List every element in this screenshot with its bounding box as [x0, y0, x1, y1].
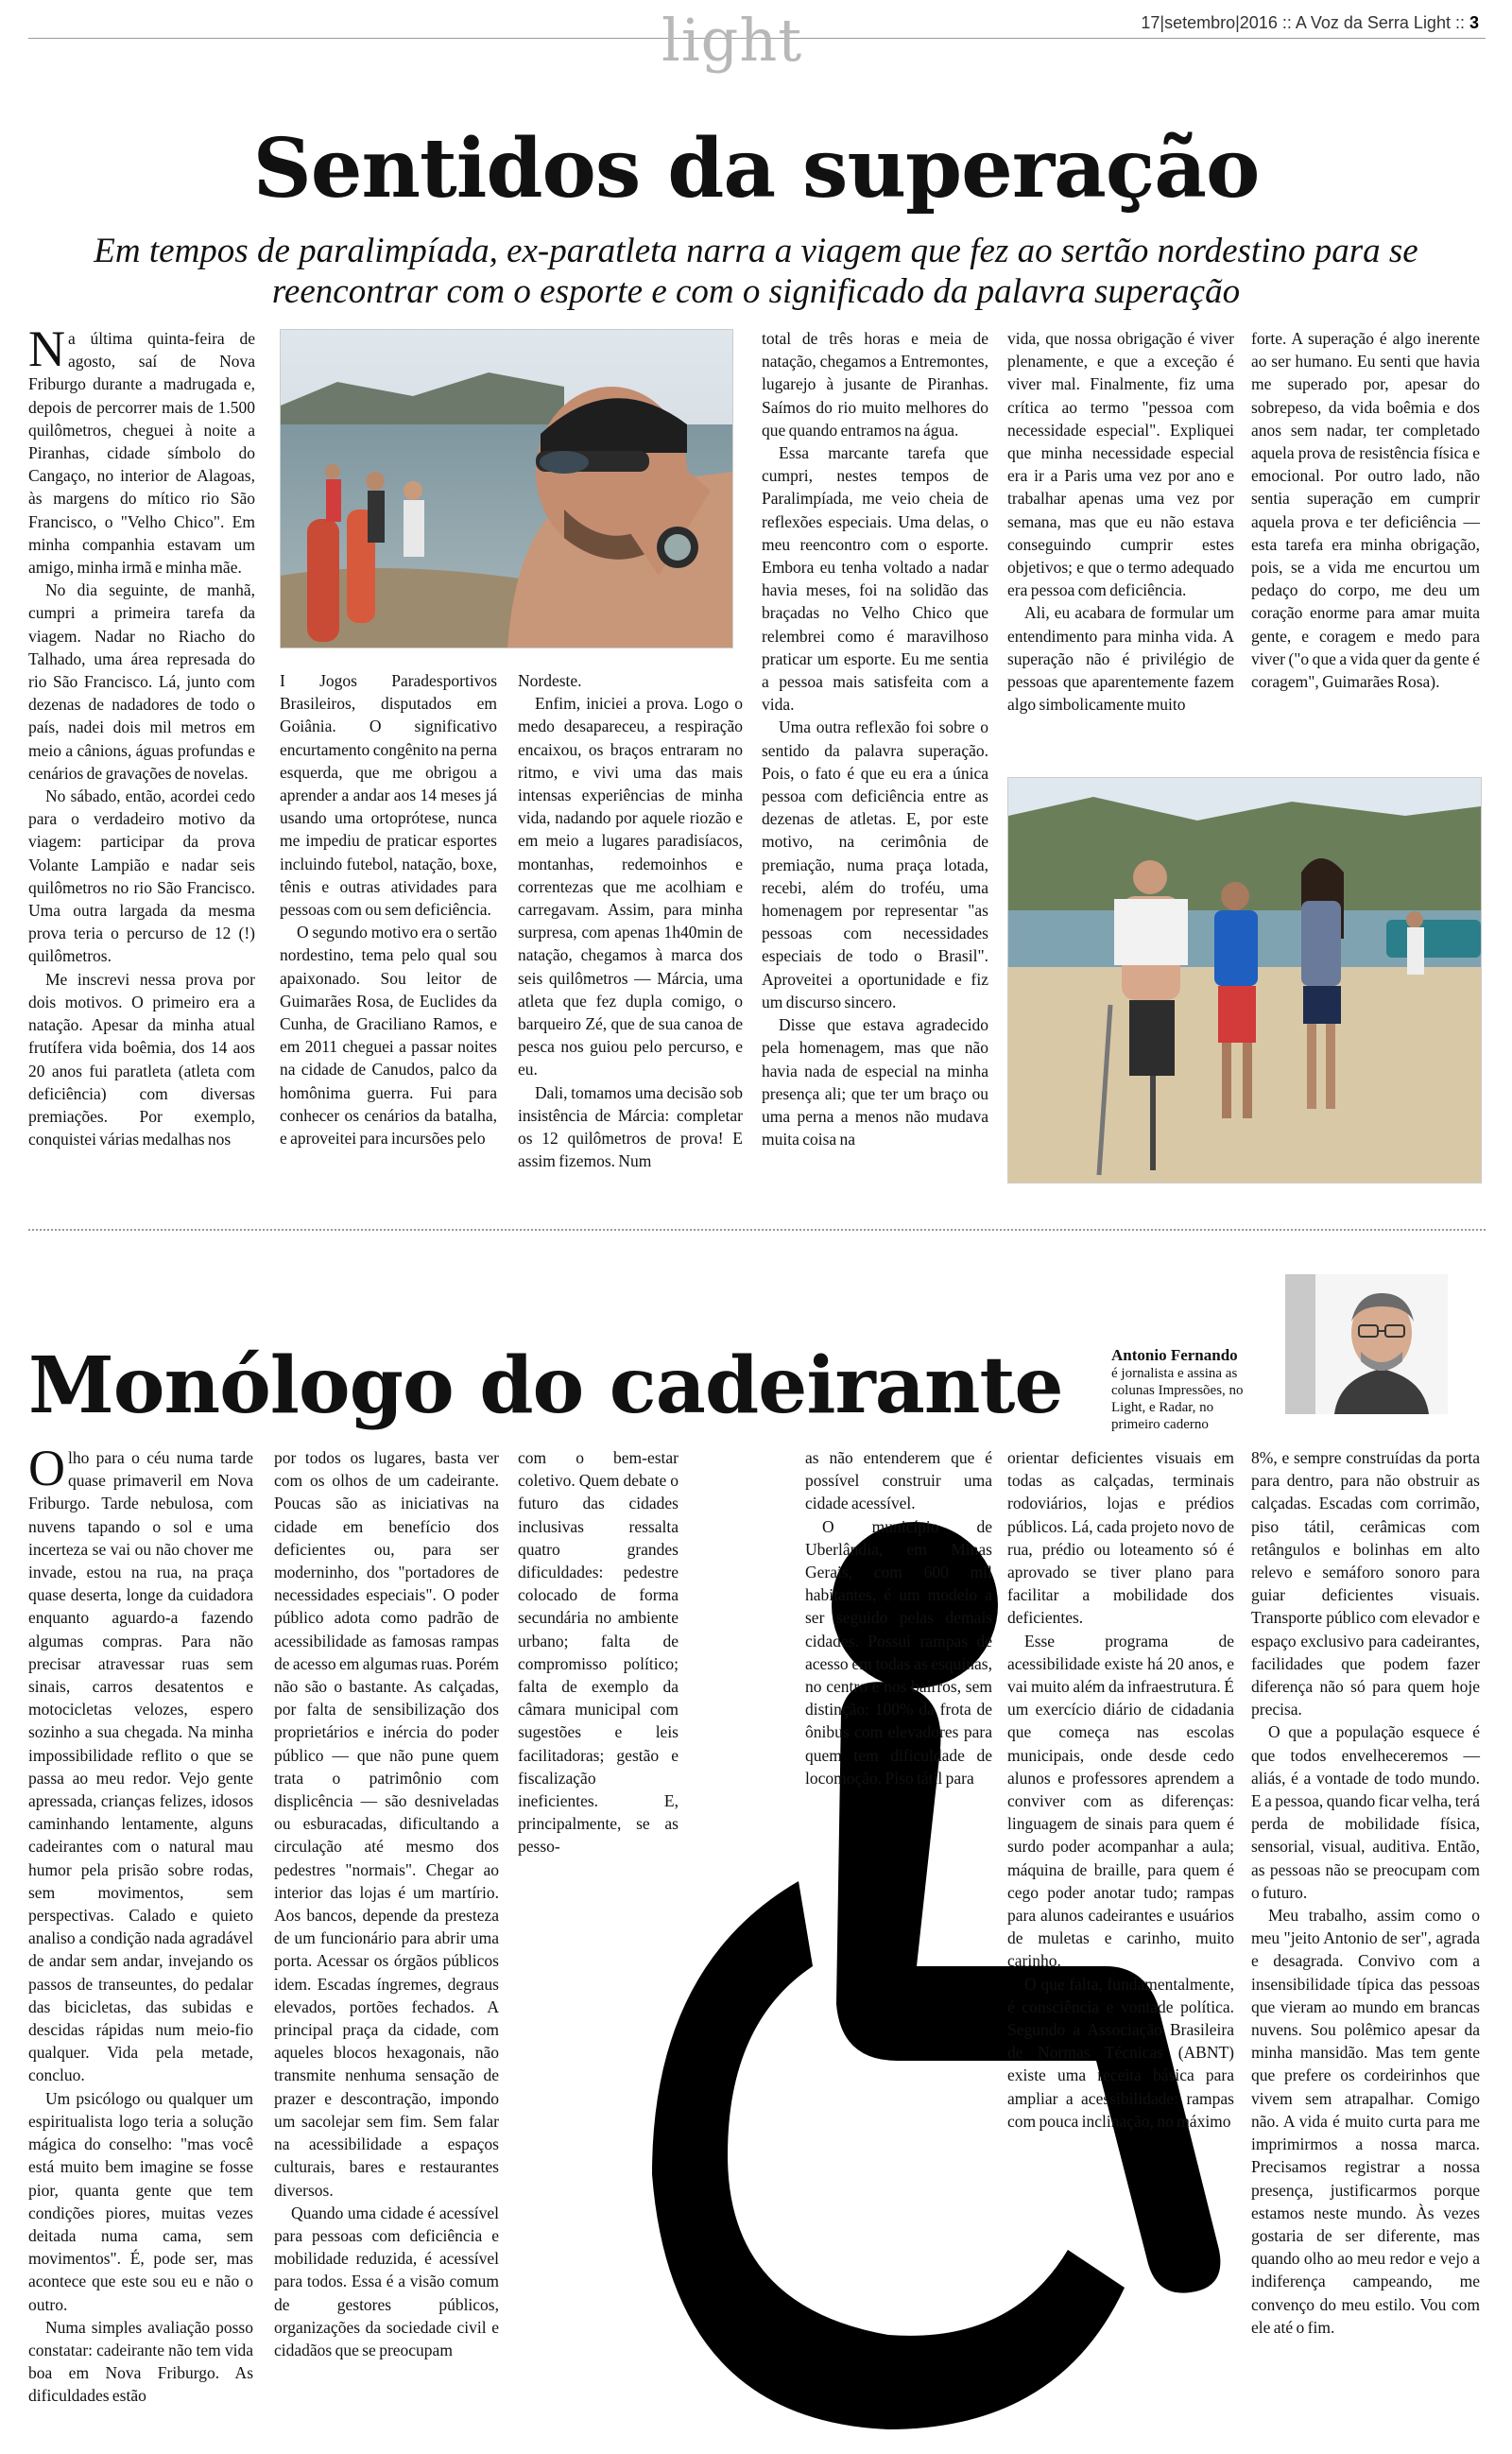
group-photo: [1007, 777, 1482, 1184]
column-title: Monólogo do cadeirante: [28, 1340, 1063, 1431]
drop-cap: N: [28, 320, 65, 377]
group-photo-image: [1008, 778, 1481, 1183]
article1-column-4: total de três horas e meia de natação, chegamos a Entremontes, lugarejo à jusante de Piranhas. Saímos do rio muito melhores do que quando entramos na água. Essa marcante tarefa que cumpri, nestes tempos de Paralimpíada, me veio cheia de reflexões especiais. Uma delas, o meu reencontro com o esporte. Embora eu tenha voltado a nadar havia meses, foi na solidão das braçadas no Velho Chico que relembrei como é maravilhoso praticar um esporte. Eu me sentia a pessoa mais satisfeita com a vida. Uma outra reflexão foi sobre o sentido da palavra superação. Pois, o fato é que eu era a única pessoa com deficiência entre as dezenas de atletas. E, por este motivo, na cerimônia de premiação, numa praça lotada, recebi, além do troféu, uma homenagem por representar "as pessoas com necessidades especiais de todo o Brasil". Aproveitei a oportunidade e fiz um discurso sincero. Disse que estava agradecido pela homenagem, mas que não havia nada de especial na minha presença ali; que ter um braço ou uma perna a menos não mudava muita coisa na: [762, 329, 988, 1149]
article2-column-2: por todos os lugares, basta ver com os olhos de um cadeirante. Poucas são as iniciativas na cidade em benefício dos deficientes ou, para ser moderninho, dos "portadores de necessidades especiais". O poder público adota como padrão de acessibilidade as famosas rampas de acesso em algumas ruas. Porém não são o bastante. As calçadas, por falta de sensibilização dos proprietários e inércia do poder público — que não pune quem trata o patrimônio com displicência — são desniveladas ou esburacadas, dificultando a circulação até mesmo dos pedestres "normais". Chegar ao interior das lojas é um martírio. Aos bancos, depende da presteza de um funcionário para abrir uma porta. Acessar os órgãos públicos idem. Escadas íngremes, degraus elevados, portões fechados. A principal praça da cidade, com aqueles blocos hexagonais, não transmite nenhuma sensação de prazer e descontração, impondo um sacolejar sem fim. Sem falar na acessibilidade a espaços culturais, bares e restaurantes diversos. Quando uma cidade é acessível para pessoas com deficiência e mobilidade reduzida, é acessível para todos. Essa é a visão comum de gestores públicos, organizações da sociedade civil e cidadãos que se preocupam: [274, 1448, 499, 2359]
author-portrait: [1315, 1274, 1448, 1414]
page-number: 3: [1469, 13, 1479, 32]
article-title: Sentidos da superação: [252, 121, 1260, 216]
swimmer-photo-image: [281, 330, 732, 648]
article1-column-2: I Jogos Paradesportivos Brasileiros, disputados em Goiânia. O significativo encurtamento congênito na perna esquerda, que me obrigou a aprender a andar aos 14 meses já usando uma ortoprótese, nunca me impediu de praticar esportes incluindo futebol, natação, boxe, tênis e outras atividades para pessoas com ou sem deficiência. O segundo motivo era o sertão nordestino, tema pelo qual sou apaixonado. Sou leitor de Guimarães Rosa, de Euclides da Cunha, de Graciliano Ramos, e em 2011 cheguei a passar noites na cidade de Canudos, palco da homônima guerra. Fui para conhecer os cenários da batalha, e aproveitei para incursões pelo: [280, 671, 497, 1149]
author-accent-bar: [1285, 1274, 1315, 1414]
drop-cap-2: O: [28, 1440, 65, 1496]
article2-column-4: as não entenderem que é possível construir uma cidade acessível. O município de Uberlândia, em Minas Gerais, com 600 mil habitantes, é um modelo a ser seguido pelas demais cidades. Possui rampas de acesso em todas as esquinas, no centro e nos bairros, sem distinção: 100% da frota de ônibus com elevadores para quem tem dificuldade de locomoção. Piso tátil para: [805, 1448, 992, 1788]
article1-column-3: Nordeste. Enfim, iniciei a prova. Logo o medo desapareceu, a respiração encaixou, os braços entraram no ritmo, e vivi uma das mais intensas experiências de minha vida, nadando por aquele riozão e em meio a lugares paradisíacos, montanhas, redemoinhos e correntezas que me acolhiam e carregavam. Assim, para minha surpresa, com apenas 1h40min de natação, chegamos à marca dos seis quilômetros — Márcia, uma atleta que fez dupla comigo, o barqueiro Zé, que de sua canoa de pesca nos guiou pelo percurso, e eu. Dali, tomamos uma decisão sob insistência de Márcia: completar os 12 quilômetros de prova! E assim fizemos. Num: [518, 671, 743, 1171]
article2-column-5: orientar deficientes visuais em todas as calçadas, terminais rodoviários, lojas e prédios públicos. Lá, cada projeto novo de rua, prédio ou loteamento só é aprovado se tiver plano para facilitar a mobilidade dos deficientes. Esse programa de acessibilidade existe há 20 anos, e vai muito além da infraestrutura. É um exercício diário de cidadania que começa nas escolas municipais, onde desde cedo alunos e professores aprendem a conviver com as diferenças: linguagem de sinais para quem é surdo poder acompanhar a aula; máquina de braille, para quem é cego poder anotar tudo; rampas para alunos cadeirantes e usuários de muletas e carinho, muito carinho. O que falta, fundamentalmente, é consciência e vontade política. Segundo a Associação Brasileira de Normas Técnicas (ABNT) existe uma receita básica para ampliar a acessibilidade: rampas com pouca inclinação, no máximo: [1007, 1448, 1234, 2131]
article1-column-1: Na última quinta-feira de agosto, saí de Nova Friburgo durante a madrugada e, depois de percorrer mais de 1.500 quilômetros, cheguei à noite a Piranhas, cidade símbolo do Cangaço, no interior de Alagoas, às margens do mítico rio São Francisco, o "Velho Chico". Em minha companhia estavam um amigo, minha irmã e minha mãe. No dia seguinte, de manhã, cumpri a primeira tarefa da viagem. Nadar no Riacho do Talhado, uma área represada do rio São Francisco. Lá, junto com dezenas de nadadores de todo o país, nadei dois mil metros em meio a cânions, águas profundas e cenários de gravações de novelas. No sábado, então, acordei cedo para o verdadeiro motivo da viagem: participar da prova Volante Lampião e nadar seis quilômetros no rio São Francisco. Uma outra largada da mesma prova teria o percurso de 12 (!) quilômetros. Me inscrevi nessa prova por dois motivos. O primeiro era a natação. Apesar da minha atual frutífera vida boêmia, dos 14 aos 20 anos fui paratleta (atleta com deficiência) com diversas premiações. Por exemplo, conquistei várias medalhas nos: [28, 320, 255, 1149]
section-name: light: [662, 6, 803, 75]
article2-column-6: 8%, e sempre construídas da porta para dentro, para não obstruir as calçadas. Escadas com corrimão, piso tátil, cerâmicas com retângulos e bolinhas em alto relevo e semáforo sonoro para guiar deficientes visuais. Transporte público com elevador e espaço exclusivo para cadeirantes, facilidades que podem fazer diferença não só para quem hoje precisa. O que a população esquece é que todos envelheceremos — aliás, é a vontade de todo mundo. E a pessoa, quando ficar velha, terá perda de mobilidade física, sensorial, visual, auditiva. Então, as pessoas não se preocupam com o futuro. Meu trabalho, assim como o meu "jeito Antonio de ser", agrada e desagrada. Convivo com a insensibilidade típica das pessoas que vieram ao mundo em brancas nuvens. Sou polêmico apesar da minha mansidão. Mas tem gente que prefere os cordeirinhos que vivem sem atrapalhar. Comigo não. A vida é muito curta para me imprimirmos a nossa marca. Precisamos registrar a nossa presença, justificarmos porque estamos neste mundo. Às vezes gostaria de ser diferente, mas quando olho ao meu redor e vejo a indiferença campeando, me convenço do meu estilo. Vou com ele até o fim.: [1251, 1448, 1480, 2337]
article2-column-1: Olho para o céu numa tarde quase primaveril em Nova Friburgo. Tarde nebulosa, com nuvens tapando o sol e uma incerteza se vai ou não chover me invade, estou na rua, na praça quase deserta, longe da cuidadora enquanto aguardo-a fazendo algumas compras. Para não precisar atravessar ruas sem sinais, carros desatentos e motocicletas velozes, espero sozinho a sua chegada. Na minha impossibilidade reflito o que se passa ao meu redor. Vejo gente apressada, crianças felizes, idosos caminhando lentamente, alguns cadeirantes com o natural mau humor pela prisão sobre rodas, sem movimentos, sem perspectivas. Calado e quieto analiso a condição nada agradável de andar sem andar, invejando os passos de transeuntes, do pedalar das bicicletas, das subidas e descidas rápidas num meio-fio qualquer. Vida pela metade, concluo. Um psicólogo ou qualquer um espiritualista logo teria a solução mágica do conselho: "mas você está muito bem imagine se fosse pior, quanta gente que tem condições piores, muitas vezes deitada numa cama, sem movimentos". É, pode ser, mas acontece que este sou eu e não o outro. Numa simples avaliação posso constatar: cadeirante não tem vida boa em Nova Friburgo. As dificuldades estão: [28, 1440, 253, 2406]
article1-column-6: forte. A superação é algo inerente ao ser humano. Eu senti que havia me superado por, apesar do sobrepeso, da vida boêmia e dos anos sem nadar, ter completado aquela prova de resistência física e emocional. Por outro lado, não sentia superação em cumprir aquela prova e ter deficiência — esta tarefa era minha obrigação, pois, se a vida me encurtou um pedaço do corpo, me deu um coração enorme para amar muita gente, e coragem e medo para viver ("o que a vida quer da gente é coragem", Guimarães Rosa).: [1251, 329, 1480, 692]
author-name: Antonio Fernando: [1111, 1346, 1238, 1364]
swimmer-photo: [280, 329, 733, 648]
author-bio: é jornalista e assina as colunas Impressões, no Light, e Radar, no primeiro caderno: [1111, 1366, 1244, 1432]
article-subtitle: Em tempos de paralimpíada, ex-paratleta narra a viagem que fez ao sertão nordestino para se reencontrar com o esporte e com o significado da palavra superação: [94, 232, 1418, 311]
article1-column-5: vida, que nossa obrigação é viver plenamente, e que a exceção é viver mal. Finalmente, fiz uma crítica ao termo "pessoa com necessidade especial". Expliquei que minha necessidade especial era ir a Paris uma vez por ano e trabalhar apenas uma vez por semana, mas que eu não estava conseguindo cumprir estes objetivos; e que o termo adequado era pessoa com deficiência. Ali, eu acabara de formular um entendimento para minha vida. A superação não é privilégio de pessoas que aparentemente fazem algo simbolicamente muito: [1007, 329, 1234, 715]
date-line: 17|setembro|2016 :: A Voz da Serra Light :: 3: [1141, 13, 1479, 32]
article2-column-3: com o bem-estar coletivo. Quem debate o futuro das cidades inclusivas ressalta quatro grandes dificuldades: pedestre colocado de forma secundária no ambiente urbano; falta de compromisso político; falta de exemplo da câmara municipal com sugestões e leis facilitadoras; gestão e fiscalização ineficientes. E, principalmente, se as pesso-: [518, 1448, 679, 1857]
section-separator: [28, 1229, 1486, 1231]
